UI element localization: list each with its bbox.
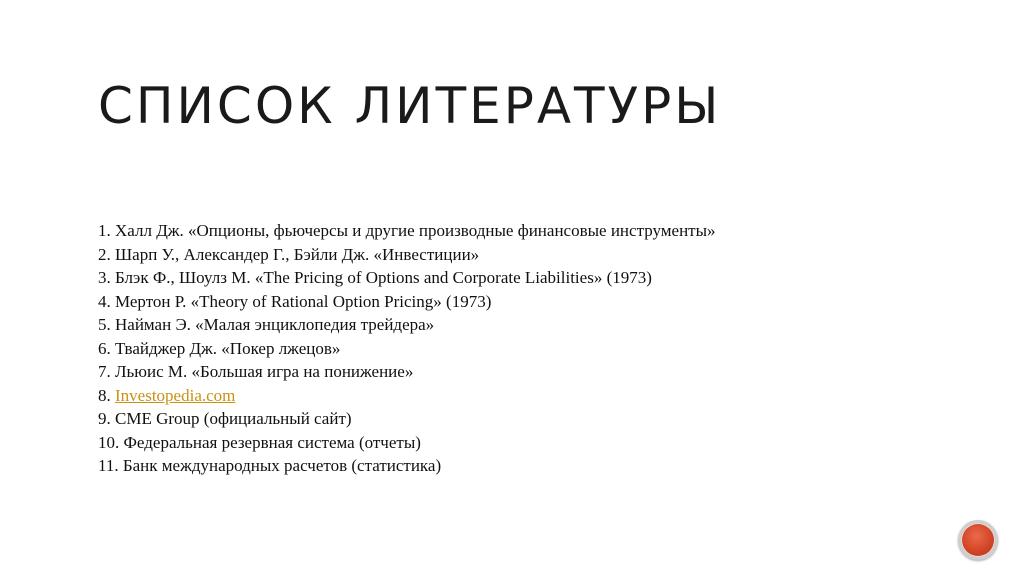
reference-list xyxy=(98,219,716,478)
reference-text: Блэк Ф., Шоулз М. «The Pricing of Options and Corporate Liabilities» (1973) xyxy=(115,268,652,287)
reference-number: 4. xyxy=(98,291,111,311)
reference-number: 2. xyxy=(98,244,111,264)
nav-circle-icon xyxy=(961,523,995,557)
reference-text: Халл Дж. «Опционы, фьючерсы и другие производные финансовые инструменты» xyxy=(115,221,716,240)
reference-item xyxy=(98,243,716,267)
reference-item xyxy=(98,219,716,243)
reference-item xyxy=(98,360,716,384)
reference-item xyxy=(98,384,716,408)
reference-number: 9. xyxy=(98,409,111,428)
reference-number: 6. xyxy=(98,338,111,358)
reference-text: Банк международных расчетов (статистика) xyxy=(122,456,442,475)
reference-text: Твайджер Дж. «Покер лжецов» xyxy=(115,338,341,358)
reference-text: Найман Э. «Малая энциклопедия трейдера» xyxy=(115,315,435,334)
reference-number: 11. xyxy=(98,456,119,475)
reference-number: 3. xyxy=(98,268,111,287)
reference-text: Мертон Р. «Theory of Rational Option Pricing» (1973) xyxy=(115,291,492,311)
reference-item xyxy=(98,290,716,314)
reference-item xyxy=(98,407,716,431)
reference-text: Федеральная резервная система (отчеты) xyxy=(123,432,421,452)
reference-text: CME Group (официальный сайт) xyxy=(115,409,352,428)
reference-number: 8. xyxy=(98,385,111,405)
reference-text: Льюис М. «Большая игра на понижение» xyxy=(115,362,414,381)
reference-item xyxy=(98,313,716,337)
reference-number: 10. xyxy=(98,432,120,452)
reference-number: 7. xyxy=(98,362,111,381)
reference-item xyxy=(98,337,716,361)
reference-number: 1. xyxy=(98,221,111,240)
reference-item xyxy=(98,454,716,478)
slide-title: СПИСОК ЛИТЕРАТУРЫ xyxy=(98,77,722,135)
reference-text: Шарп У., Александер Г., Бэйли Дж. «Инвестиции» xyxy=(115,244,480,264)
reference-item xyxy=(98,266,716,290)
slide-nav-button[interactable] xyxy=(958,520,998,560)
reference-number: 5. xyxy=(98,315,111,334)
investopedia-link[interactable]: Investopedia.com xyxy=(115,385,236,405)
reference-item xyxy=(98,431,716,455)
